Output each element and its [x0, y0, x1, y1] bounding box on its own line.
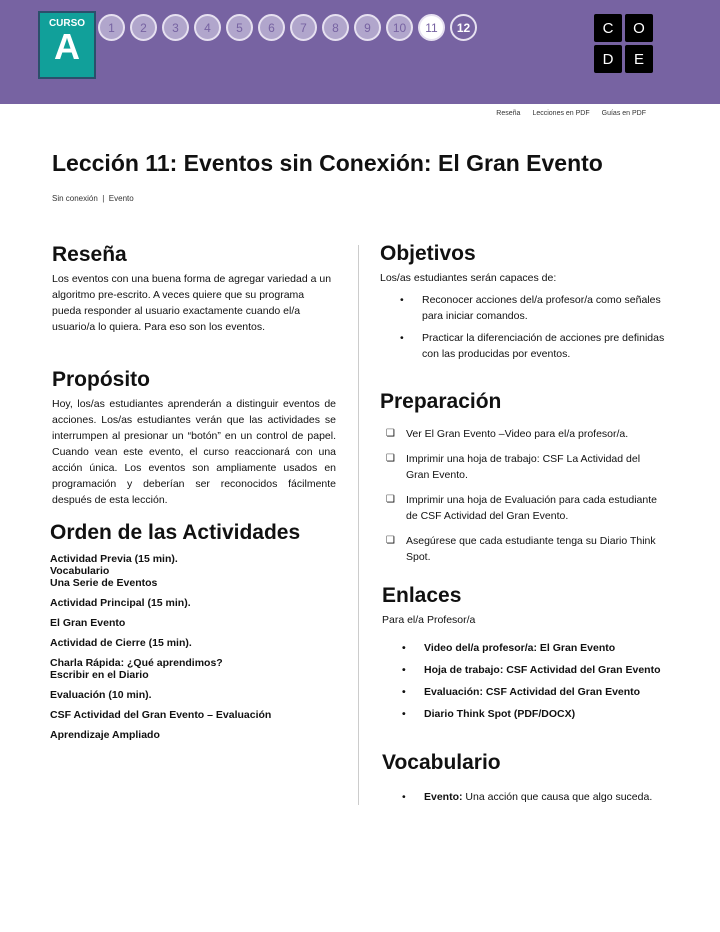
activity-item: Actividad Previa (15 min). Vocabulario Una Serie de Eventos: [50, 553, 178, 589]
column-divider: [358, 245, 359, 805]
page-title: Lección 11: Eventos sin Conexión: El Gran Evento: [52, 150, 603, 176]
orden-section: [50, 521, 350, 749]
course-label: CURSO: [48, 18, 86, 29]
vocab-definition: Una acción que causa que algo suceda.: [462, 791, 653, 803]
resource-link[interactable]: • Hoja de trabajo: CSF Actividad del Gran Evento: [382, 662, 668, 678]
course-badge: [38, 11, 96, 79]
lesson-nav: [98, 14, 477, 41]
section-intro: Para el/a Profesor/a: [382, 614, 476, 626]
section-title: Objetivos: [380, 242, 476, 265]
section-title: Preparación: [380, 390, 502, 413]
resource-link[interactable]: • Video del/a profesor/a: El Gran Evento: [382, 640, 668, 656]
proposito-section: [52, 368, 336, 508]
section-title: Reseña: [52, 243, 127, 266]
activity-item: Actividad Principal (15 min).: [50, 597, 191, 609]
activity-item: Evaluación (10 min).: [50, 689, 152, 701]
lesson-6-button[interactable]: 6: [258, 14, 285, 41]
lesson-11-button[interactable]: 11: [418, 14, 445, 41]
lesson-10-button[interactable]: 10: [386, 14, 413, 41]
checklist-item[interactable]: ❏ Imprimir una hoja de trabajo: CSF La Actividad del Gran Evento.: [380, 451, 666, 483]
lesson-9-button[interactable]: 9: [354, 14, 381, 41]
lesson-12-button[interactable]: 12: [450, 14, 477, 41]
logo-letter: O: [625, 14, 653, 42]
objetivos-section: [380, 242, 666, 368]
vocab-item: [382, 789, 668, 805]
activity-item: Charla Rápida: ¿Qué aprendimos? Escribir en el Diario: [50, 657, 223, 681]
section-title: Orden de las Actividades: [50, 521, 301, 544]
vocabulario-section: [382, 751, 668, 811]
section-text: Los eventos con una buena forma de agregar variedad a un algoritmo pre-escrito. A veces quiere que su programa pueda responder al usuario exactamente cuando el/a usuario/a lo quiera. Para eso son los eventos.: [52, 273, 332, 333]
checklist-item[interactable]: ❏ Ver El Gran Evento –Video para el/a profesor/a.: [380, 426, 666, 442]
section-title: Vocabulario: [382, 751, 501, 774]
checklist-item[interactable]: ❏ Imprimir una hoja de Evaluación para cada estudiante de CSF Actividad del Gran Evento.: [380, 492, 666, 524]
lesson-7-button[interactable]: 7: [290, 14, 317, 41]
top-links: [496, 110, 646, 117]
section-intro: Los/as estudiantes serán capaces de:: [380, 272, 557, 284]
activity-item: Actividad de Cierre (15 min).: [50, 637, 192, 649]
vocab-term: Evento:: [424, 791, 463, 803]
code-logo: [594, 14, 653, 73]
activity-item: CSF Actividad del Gran Evento – Evaluación: [50, 709, 272, 721]
resena-section: [52, 243, 336, 335]
logo-letter: E: [625, 45, 653, 73]
resource-link[interactable]: • Diario Think Spot (PDF/DOCX): [382, 706, 668, 722]
top-link[interactable]: Guías en PDF: [601, 110, 646, 117]
activity-item: El Gran Evento: [50, 617, 126, 629]
activity-item: Aprendizaje Ampliado: [50, 729, 160, 741]
preparacion-section: [380, 390, 666, 574]
objective-item: • Practicar la diferenciación de acciones pre definidas con las producidas por eventos.: [380, 330, 666, 362]
lesson-2-button[interactable]: 2: [130, 14, 157, 41]
lesson-4-button[interactable]: 4: [194, 14, 221, 41]
lesson-tags: Sin conexión | Evento: [52, 194, 134, 203]
lesson-8-button[interactable]: 8: [322, 14, 349, 41]
enlaces-section: [382, 584, 668, 728]
top-link[interactable]: Lecciones en PDF: [532, 110, 590, 117]
section-text: Hoy, los/as estudiantes aprenderán a distinguir eventos de acciones. Los/as estudiantes verán que las actividades se interrumpen al presionar un “botón” en un control de papel. Cuando vean este evento, el curso reaccionará con una acción única. Los eventos son ampliamente usados en programación y deberían ser reconocidos fácilmente después de esta lección.: [52, 398, 336, 506]
course-letter: A: [54, 26, 80, 67]
checklist-item[interactable]: ❏ Asegúrese que cada estudiante tenga su Diario Think Spot.: [380, 533, 666, 565]
header-banner: [0, 0, 720, 104]
logo-letter: C: [594, 14, 622, 42]
lesson-1-button[interactable]: 1: [98, 14, 125, 41]
top-link[interactable]: Reseña: [496, 110, 521, 117]
lesson-5-button[interactable]: 5: [226, 14, 253, 41]
lesson-3-button[interactable]: 3: [162, 14, 189, 41]
logo-letter: D: [594, 45, 622, 73]
resource-link[interactable]: • Evaluación: CSF Actividad del Gran Evento: [382, 684, 668, 700]
section-title: Propósito: [52, 368, 150, 391]
section-title: Enlaces: [382, 584, 462, 607]
objective-item: • Reconocer acciones del/a profesor/a como señales para iniciar comandos.: [380, 292, 666, 324]
